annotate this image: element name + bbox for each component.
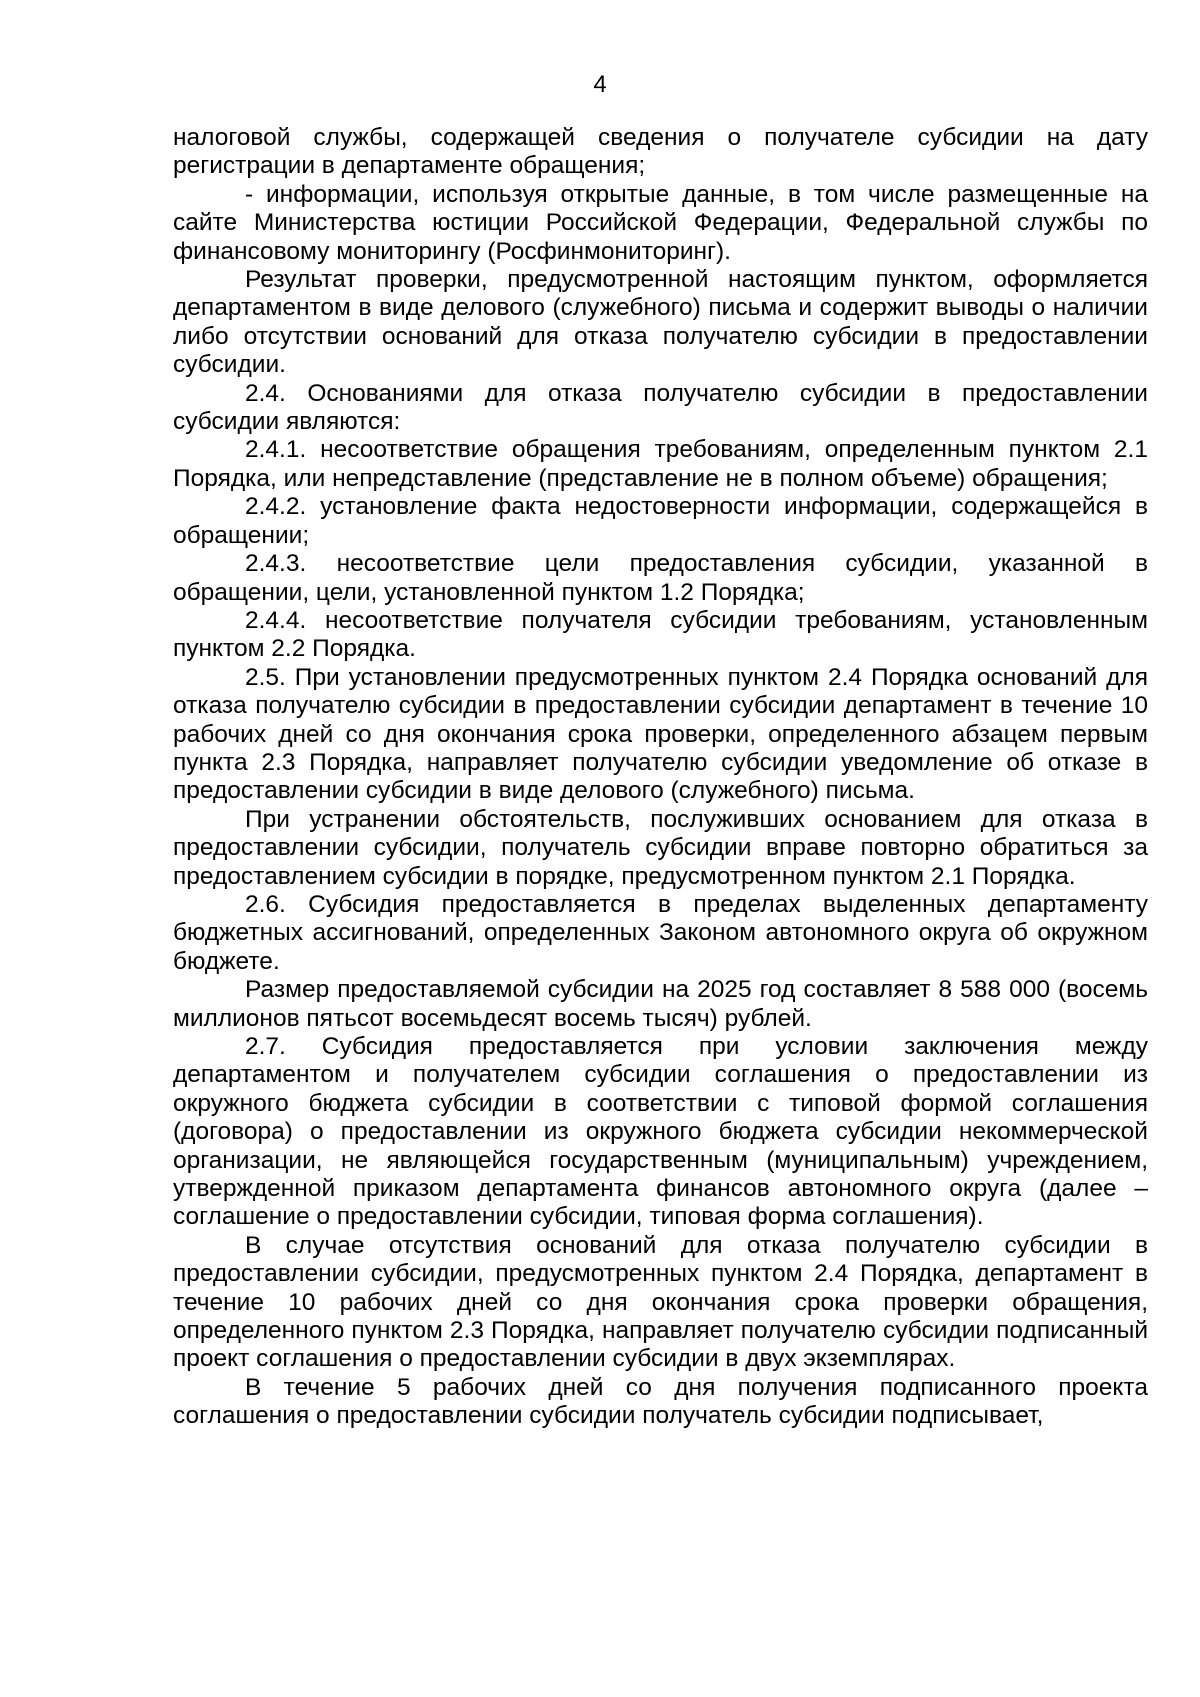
- paragraph: - информации, используя открытые данные, в том числе размещенные на сайте Министерства юстиции Российской Федерации, Федеральной службы по финансовому мониторингу (Росфинмониторинг).: [173, 180, 1148, 265]
- paragraph: Результат проверки, предусмотренной настоящим пунктом, оформляется департаментом в виде делового (служебного) письма и содержит выводы о наличии либо отсутствии оснований для отказа получателю субсидии в предоставлении субсидии.: [173, 266, 1148, 379]
- paragraph: В течение 5 рабочих дней со дня получения подписанного проекта соглашения о предоставлении субсидии получатель субсидии подписывает,: [173, 1373, 1148, 1430]
- paragraph: налоговой службы, содержащей сведения о получателе субсидии на дату регистрации в департаменте обращения;: [173, 124, 1148, 180]
- paragraph: 2.4.2. установление факта недостоверности информации, содержащейся в обращении;: [173, 493, 1148, 549]
- paragraph: В случае отсутствия оснований для отказа получателю субсидии в предоставлении субсидии, предусмотренных пунктом 2.4 Порядка, департамент в течение 10 рабочих дней со дня окончания срока проверки обращения, определенного пунктом 2.3 Порядка, направляет получателю субсидии подписанный проект соглашения о предоставлении субсидии в двух экземплярах.: [173, 1231, 1148, 1373]
- paragraph: При устранении обстоятельств, послуживших основанием для отказа в предоставлении субсидии, получатель субсидии вправе повторно обратиться за предоставлением субсидии в порядке, предусмотренном пунктом 2.1 Порядка.: [173, 805, 1148, 890]
- paragraph: 2.7. Субсидия предоставляется при условии заключения между департаментом и получателем субсидии соглашения о предоставлении из окружного бюджета субсидии в соответствии с типовой формой соглашения (договора) о предоставлении из окружного бюджета субсидии некоммерческой организации, не являющейся государственным (муниципальным) учреждением, утвержденной приказом департамента финансов автономного округа (далее – соглашение о предоставлении субсидии, типовая форма соглашения).: [173, 1033, 1148, 1231]
- paragraph: 2.5. При установлении предусмотренных пунктом 2.4 Порядка оснований для отказа получателю субсидии в предоставлении субсидии департамент в течение 10 рабочих дней со дня окончания срока проверки, определенного абзацем первым пункта 2.3 Порядка, направляет получателю субсидии уведомление об отказе в предоставлении субсидии в виде делового (служебного) письма.: [173, 663, 1148, 805]
- paragraph: Размер предоставляемой субсидии на 2025 год составляет 8 588 000 (восемь миллионов пятьсот восемьдесят восемь тысяч) рублей.: [173, 976, 1148, 1032]
- paragraph: 2.6. Субсидия предоставляется в пределах выделенных департаменту бюджетных ассигнований, определенных Законом автономного округа об окружном бюджете.: [173, 890, 1148, 975]
- paragraph: 2.4.4. несоответствие получателя субсидии требованиям, установленным пунктом 2.2 Порядка.: [173, 606, 1148, 663]
- paragraph: 2.4.1. несоответствие обращения требованиям, определенным пунктом 2.1 Порядка, или непредставление (представление не в полном объеме) обращения;: [173, 436, 1148, 492]
- paragraph: 2.4.3. несоответствие цели предоставления субсидии, указанной в обращении, цели, установленной пунктом 1.2 Порядка;: [173, 550, 1148, 606]
- page-number: 4: [593, 71, 607, 98]
- document-body: [173, 124, 1148, 1431]
- paragraph: 2.4. Основаниями для отказа получателю субсидии в предоставлении субсидии являются:: [173, 379, 1148, 436]
